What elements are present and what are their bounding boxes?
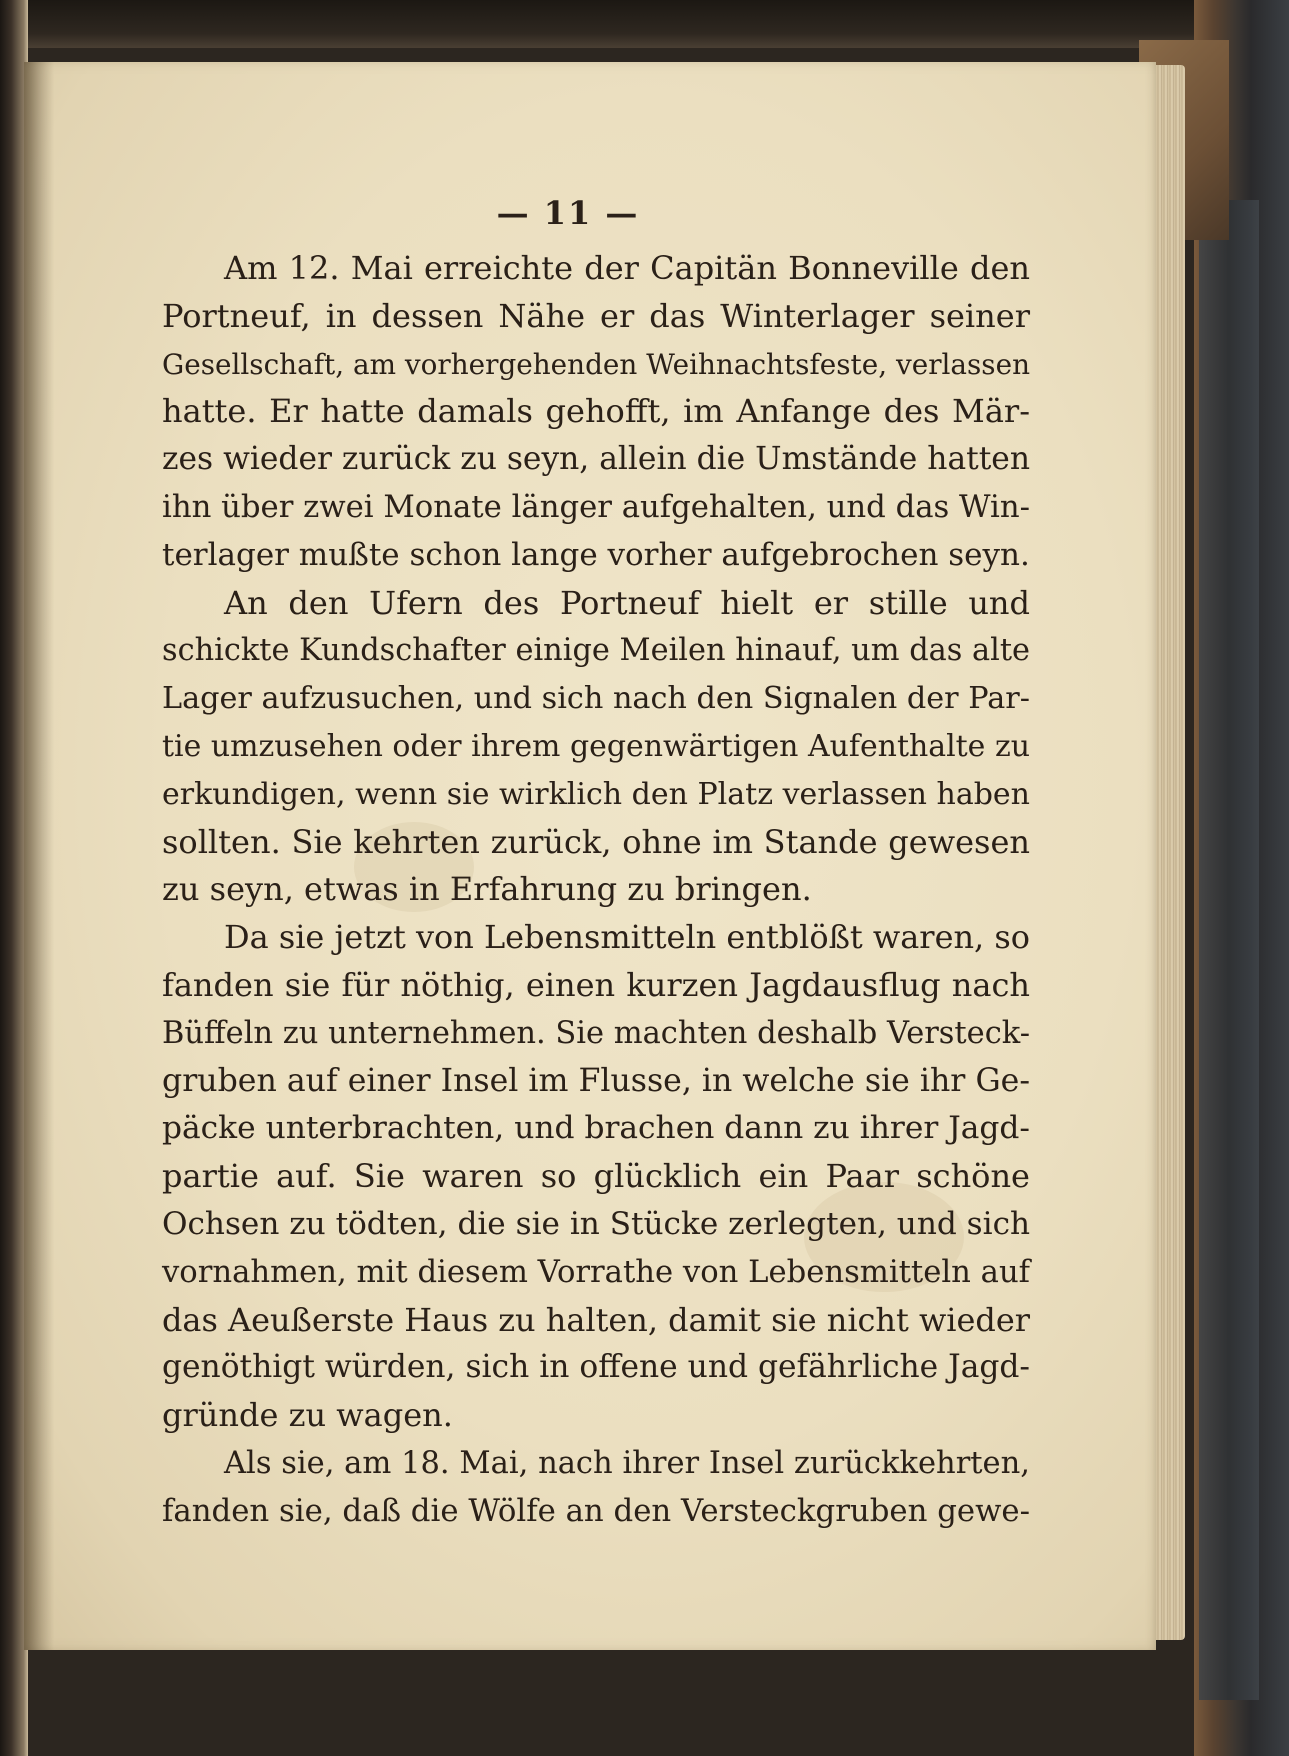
text-line: päcke unterbrachten, und brachen dann zu ihrer Jagd- <box>162 1110 1030 1147</box>
text-line: gründe zu wagen. <box>162 1396 453 1435</box>
spine-shadow <box>24 62 54 1650</box>
cover-leather-strip <box>1199 200 1259 1700</box>
text-line: Ochsen zu tödten, die sie in Stücke zerlegten, und sich <box>162 1205 1031 1242</box>
text-line: An den Ufern des Portneuf hielt er stille und <box>224 583 1031 622</box>
text-line: schickte Kundschafter einige Meilen hinauf, um das alte <box>162 633 1030 669</box>
text-line: zu seyn, etwas in Erfahrung zu bringen. <box>162 870 812 909</box>
text-line: fanden sie, daß die Wölfe an den Versteckgruben gewe- <box>162 1492 1030 1529</box>
book-page <box>24 62 1156 1650</box>
page-number: — 11 — <box>496 194 640 232</box>
text-line: zes wieder zurück zu seyn, allein die Umstände hatten <box>162 441 1030 478</box>
text-line: hatte. Er hatte damals gehofft, im Anfange des Mär- <box>162 392 1031 431</box>
text-line: Lager aufzusuchen, und sich nach den Signalen der Par- <box>162 681 1030 717</box>
text-line: Am 12. Mai erreichte der Capitän Bonneville den <box>224 249 1031 287</box>
text-line: terlager mußte schon lange vorher aufgebrochen seyn. <box>162 536 1030 573</box>
text-line: Portneuf, in dessen Nähe er das Winterlager seiner <box>162 296 1031 335</box>
book-top-edge <box>0 0 1289 48</box>
page-text <box>162 245 1030 1536</box>
text-line: erkundigen, wenn sie wirklich den Platz verlassen haben <box>162 776 1030 812</box>
text-line: gruben auf einer Insel im Flusse, in welche sie ihr Ge- <box>162 1062 1030 1099</box>
text-line: partie auf. Sie waren so glücklich ein Paar schöne <box>162 1157 1030 1196</box>
text-line: das Aeußerste Haus zu halten, damit sie nicht wieder <box>162 1300 1030 1339</box>
text-line: Gesellschaft, am vorhergehenden Weihnachtsfeste, verlassen <box>162 347 1030 381</box>
text-line: ihn über zwei Monate länger aufgehalten, und das Win- <box>162 489 1030 525</box>
text-line: fanden sie für nöthig, einen kurzen Jagdausflug nach <box>162 965 1031 1004</box>
text-line: Als sie, am 18. Mai, nach ihrer Insel zurückkehrten, <box>224 1445 1030 1481</box>
text-line: sollten. Sie kehrten zurück, ohne im Stande gewesen <box>162 822 1030 861</box>
text-line: genöthigt würden, sich in offene und gefährliche Jagd- <box>162 1349 1030 1386</box>
text-line: Da sie jetzt von Lebensmitteln entblößt waren, so <box>224 918 1030 957</box>
text-line: tie umzusehen oder ihrem gegenwärtigen Aufenthalte zu <box>162 728 1030 764</box>
text-line: vornahmen, mit diesem Vorrathe von Lebensmitteln auf <box>162 1254 1030 1290</box>
text-line: Büffeln zu unternehmen. Sie machten deshalb Versteck- <box>162 1015 1030 1051</box>
